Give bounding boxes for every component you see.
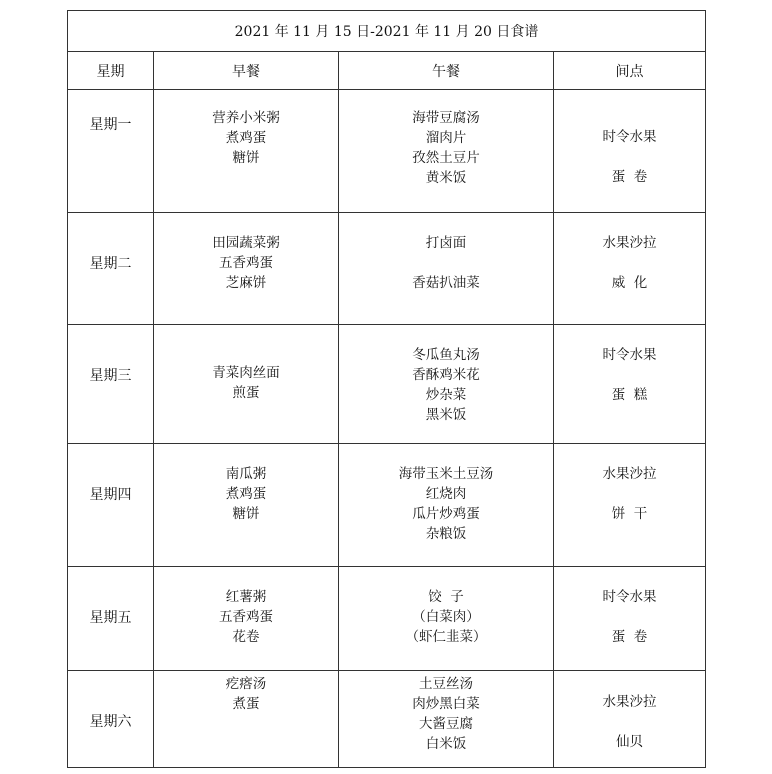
lunch-cell xyxy=(339,90,554,213)
snack-cell-line: 饼 干 xyxy=(611,506,648,522)
lunch-cell-line: 香酥鸡米花 xyxy=(412,367,480,383)
snack-cell-line: 时令水果 xyxy=(602,129,657,145)
lunch-cell-line: 孜然土豆片 xyxy=(412,150,480,166)
lunch-cell xyxy=(339,213,554,325)
lunch-cell-line xyxy=(339,253,553,273)
day-label: 星期二 xyxy=(89,256,132,272)
lunch-cell-line: （白菜肉） xyxy=(412,609,480,625)
breakfast-cell-line: 五香鸡蛋 xyxy=(219,609,273,625)
snack-cell-line: 蛋 糕 xyxy=(611,387,648,403)
snack-cell-line: 威 化 xyxy=(611,275,648,291)
table-row xyxy=(68,567,706,671)
snack-cell-line xyxy=(554,365,705,385)
snack-cell-line: 时令水果 xyxy=(602,589,657,605)
snack-cell xyxy=(554,567,706,671)
breakfast-cell-line: 营养小米粥 xyxy=(212,110,280,126)
breakfast-cell-line: 青菜肉丝面 xyxy=(212,365,280,381)
table-row xyxy=(68,213,706,325)
snack-cell-line xyxy=(554,712,705,732)
menu-table xyxy=(67,10,706,768)
lunch-cell-line: 土豆丝汤 xyxy=(419,676,473,692)
breakfast-cell-line: 红薯粥 xyxy=(225,589,267,605)
lunch-cell-line: 杂粮饭 xyxy=(425,526,467,542)
lunch-cell-line: 瓜片炒鸡蛋 xyxy=(412,506,480,522)
snack-cell xyxy=(554,213,706,325)
lunch-cell-line: 冬瓜鱼丸汤 xyxy=(412,347,480,363)
lunch-cell-line: 大酱豆腐 xyxy=(419,716,473,732)
lunch-cell-line: 肉炒黑白菜 xyxy=(412,696,480,712)
lunch-cell-line: 打卤面 xyxy=(425,235,467,251)
breakfast-cell-line: 糖饼 xyxy=(232,150,260,166)
breakfast-cell-line: 芝麻饼 xyxy=(225,275,267,291)
day-cell xyxy=(68,671,154,768)
snack-cell-line: 时令水果 xyxy=(602,347,657,363)
table-row xyxy=(68,444,706,567)
snack-cell-line xyxy=(554,607,705,627)
breakfast-cell xyxy=(154,671,339,768)
snack-cell-line: 蛋 卷 xyxy=(611,629,648,645)
snack-cell-line: 蛋 卷 xyxy=(611,169,648,185)
lunch-cell-line: 红烧肉 xyxy=(425,486,467,502)
breakfast-cell-line: 糖饼 xyxy=(232,506,260,522)
day-label: 星期六 xyxy=(89,714,132,730)
breakfast-cell-line: 南瓜粥 xyxy=(225,466,267,482)
breakfast-cell-line: 花卷 xyxy=(232,629,260,645)
header-snack: 间点 xyxy=(554,52,706,90)
breakfast-cell-line: 田园蔬菜粥 xyxy=(212,235,280,251)
table-row xyxy=(68,325,706,444)
breakfast-cell xyxy=(154,444,339,567)
day-label: 星期四 xyxy=(89,487,132,503)
lunch-cell-line: 黄米饭 xyxy=(425,170,467,186)
snack-cell xyxy=(554,325,706,444)
header-day: 星期 xyxy=(68,52,154,90)
lunch-cell-line: 白米饭 xyxy=(425,736,467,752)
breakfast-cell xyxy=(154,213,339,325)
snack-cell-line xyxy=(554,484,705,504)
day-label: 星期三 xyxy=(89,368,132,384)
breakfast-cell xyxy=(154,325,339,444)
header-breakfast: 早餐 xyxy=(154,52,339,90)
menu-title: 2021 年 11 月 15 日-2021 年 11 月 20 日食谱 xyxy=(68,11,706,52)
snack-cell xyxy=(554,444,706,567)
breakfast-cell-line: 煮鸡蛋 xyxy=(225,130,267,146)
header-lunch: 午餐 xyxy=(339,52,554,90)
snack-cell-line: 水果沙拉 xyxy=(602,235,657,251)
breakfast-cell xyxy=(154,567,339,671)
lunch-cell-line: 炒杂菜 xyxy=(425,387,467,403)
day-cell xyxy=(68,325,154,444)
lunch-cell-line: 香菇扒油菜 xyxy=(412,275,480,291)
lunch-cell xyxy=(339,444,554,567)
day-label: 星期一 xyxy=(89,117,132,133)
lunch-cell-line: 黑米饭 xyxy=(425,407,467,423)
table-row xyxy=(68,671,706,768)
day-cell xyxy=(68,213,154,325)
snack-cell-line xyxy=(554,253,705,273)
lunch-cell xyxy=(339,671,554,768)
day-cell xyxy=(68,567,154,671)
lunch-cell-line: 海带玉米土豆汤 xyxy=(398,466,494,482)
day-cell xyxy=(68,90,154,213)
lunch-cell-line: 饺 子 xyxy=(428,589,464,605)
breakfast-cell-line: 煮蛋 xyxy=(232,696,260,712)
breakfast-cell-line: 五香鸡蛋 xyxy=(219,255,273,271)
header-row xyxy=(68,52,706,90)
snack-cell xyxy=(554,671,706,768)
breakfast-cell-line: 煎蛋 xyxy=(232,385,260,401)
lunch-cell-line: 海带豆腐汤 xyxy=(412,110,480,126)
day-label: 星期五 xyxy=(89,610,132,626)
lunch-cell-line: 溜肉片 xyxy=(425,130,467,146)
breakfast-cell-line: 疙瘩汤 xyxy=(225,676,267,692)
breakfast-cell xyxy=(154,90,339,213)
lunch-cell-line: （虾仁韭菜） xyxy=(405,629,487,645)
snack-cell-line: 水果沙拉 xyxy=(602,694,657,710)
breakfast-cell-line: 煮鸡蛋 xyxy=(225,486,267,502)
snack-cell-line: 水果沙拉 xyxy=(602,466,657,482)
day-cell xyxy=(68,444,154,567)
snack-cell-line xyxy=(554,147,705,167)
lunch-cell xyxy=(339,325,554,444)
snack-cell-line: 仙贝 xyxy=(616,734,643,750)
table-row xyxy=(68,90,706,213)
snack-cell xyxy=(554,90,706,213)
lunch-cell xyxy=(339,567,554,671)
